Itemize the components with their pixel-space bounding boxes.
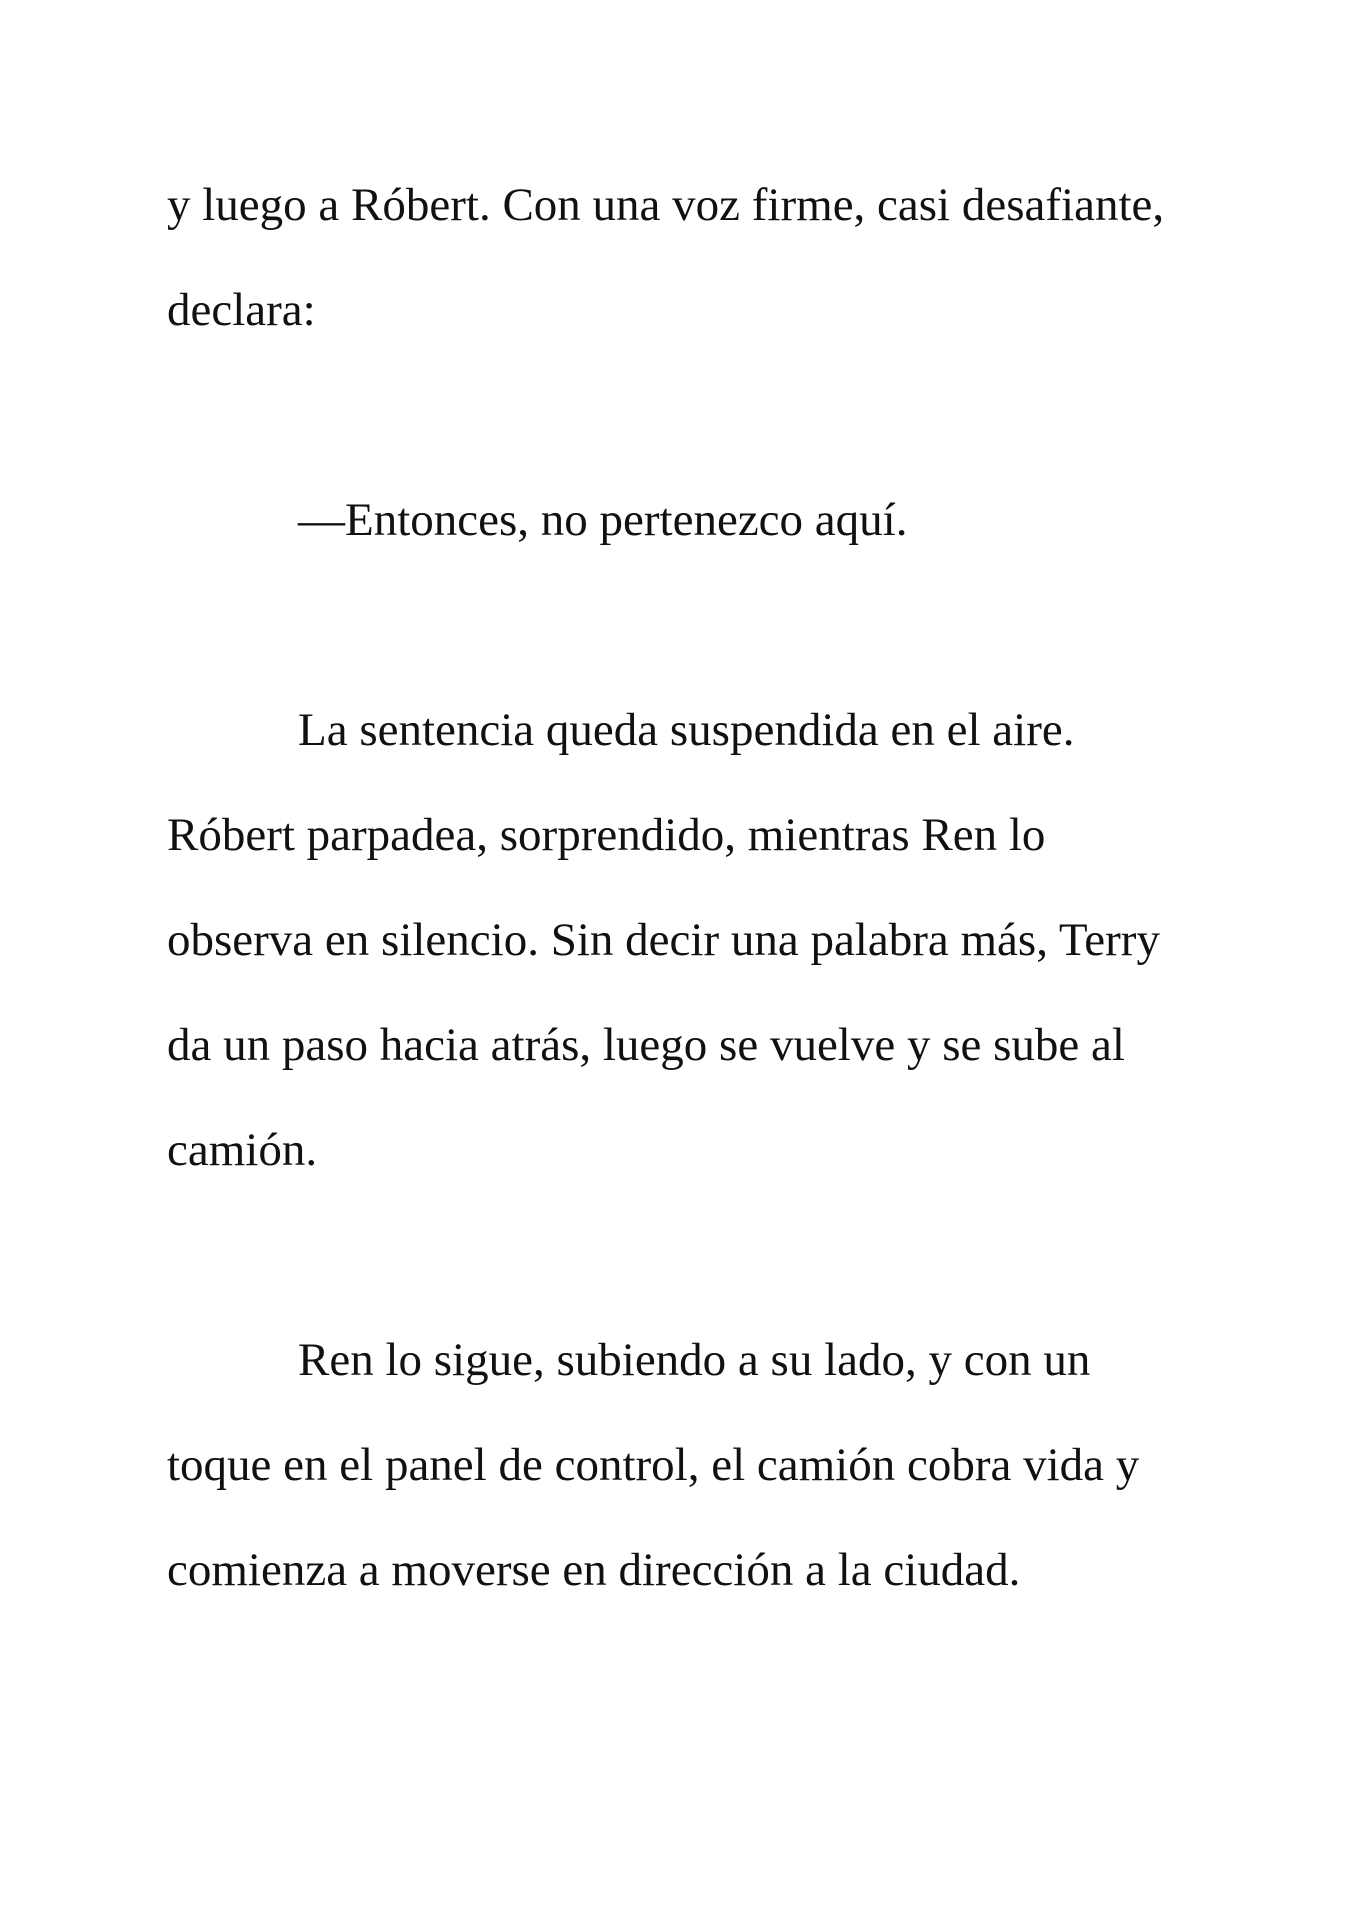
- paragraph-gap: [167, 363, 1197, 468]
- paragraph-continuation: y luego a Róbert. Con una voz firme, casi desafiante, declara:: [167, 179, 1165, 336]
- paragraph-dialogue: —Entonces, no pertenezco aquí.: [298, 494, 908, 546]
- paragraph-gap: [167, 573, 1197, 678]
- paragraph-closing: Ren lo sigue, subiendo a su lado, y con un toque en el panel de control, el camión cobra vida y comienza a moverse en dirección a la ciudad.: [167, 1334, 1140, 1596]
- paragraph-gap: [167, 1203, 1197, 1308]
- paragraph-narration: La sentencia queda suspendida en el aire. Róbert parpadea, sorprendido, mientras Ren lo observa en silencio. Sin decir una palabra más, Terry da un paso hacia atrás, luego se vuelve y se sube al camión.: [167, 704, 1160, 1176]
- text-body: [167, 153, 1197, 1623]
